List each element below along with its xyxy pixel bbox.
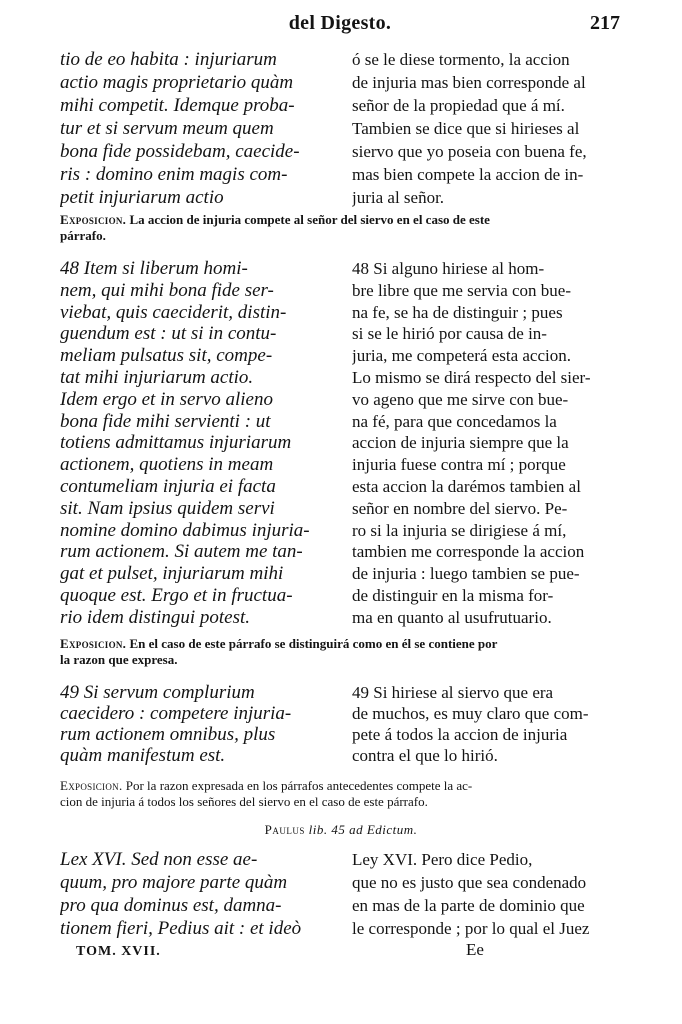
exposicion-text: La accion de injuria compete al señor del siervo en el caso de este [129,212,490,227]
spanish-line: pete á todos la accion de injuria [352,725,568,744]
exposicion-note [60,212,620,244]
source-citation [0,822,682,838]
exposicion-note [60,778,620,810]
exposicion-text: Por la razon expresada en los párrafos antecedentes compete la ac- [125,778,473,793]
spanish-line: na fe, se ha de distinguir ; pues [352,302,563,322]
latin-line: Idem ergo et in servo alieno [60,388,273,410]
spanish-line: juria, me competerá esta accion. [352,346,571,366]
spanish-line: siervo que yo poseia con buena fe, [352,142,587,161]
spanish-column [352,258,622,629]
exposicion-label: Exposicion. [60,212,127,227]
spanish-line: si se le hirió por causa de in- [352,324,547,344]
spanish-column [352,682,622,766]
spanish-line: Ley XVI. Pero dice Pedio, [352,850,533,869]
latin-column [60,682,330,766]
exposicion-label: Exposicion. [60,778,123,793]
latin-line: petit injuriarum actio [60,187,224,208]
spanish-line: ro si la injuria se dirigiese á mí, [352,520,567,540]
spanish-line: tambien me corresponde la accion [352,542,585,562]
spanish-line: Lo mismo se dirá respecto del sier- [352,367,591,387]
page-number: 217 [590,12,620,34]
latin-line: ris : domino enim magis com- [60,164,288,185]
latin-line: actionem, quotiens in meam [60,454,274,476]
latin-column [60,48,330,209]
exposicion-text: En el caso de este párrafo se distinguirá como en él se contiene por [129,636,498,651]
spanish-line: contra el que lo hirió. [352,746,498,765]
spanish-line: en mas de la parte de dominio que [352,896,585,915]
spanish-line: de injuria mas bien corresponde al [352,73,586,92]
latin-line: quàm manifestum est. [60,745,226,766]
source-work: lib. 45 ad Edictum. [308,822,418,837]
spanish-line: esta accion la darémos tambien al [352,476,581,496]
latin-line: tat mihi injuriarum actio. [60,366,254,388]
spanish-line: de injuria : luego tambien se pue- [352,564,580,584]
latin-line: bona fide possidebam, caecide- [60,141,300,162]
latin-line: gat et pulset, injuriarum mihi [60,563,284,585]
spanish-line: ma en quanto al usufrutuario. [352,607,552,627]
spanish-column [352,848,622,940]
latin-line: nomine domino dabimus injuria- [60,519,310,541]
spanish-line: de distinguir en la misma for- [352,585,554,605]
exposicion-label: Exposicion. [60,636,127,651]
spanish-line: que no es justo que sea condenado [352,873,587,892]
spanish-column [352,48,622,209]
latin-line: mihi competit. Idemque proba- [60,95,295,116]
exposicion-text: cion de injuria á todos los señores del siervo en el caso de este párrafo. [60,794,428,809]
latin-line: viebat, quis caeciderit, distin- [60,301,287,323]
running-header [60,12,620,40]
latin-line: 49 Si servum complurium [60,682,255,703]
latin-line: sit. Nam ipsius quidem servi [60,497,275,519]
latin-line: contumeliam injuria ei facta [60,475,276,497]
spanish-line: Tambien se dice que si hirieses al [352,119,580,138]
latin-line: totiens admittamus injuriarum [60,432,292,454]
spanish-line: 49 Si hiriese al siervo que era [352,683,554,702]
latin-line: Lex XVI. Sed non esse ae- [60,849,258,870]
latin-line: quoque est. Ergo et in fructua- [60,584,293,606]
spanish-line: señor en nombre del siervo. Pe- [352,498,568,518]
latin-line: tio de eo habita : injuriarum [60,49,277,70]
latin-line: bona fide mihi servienti : ut [60,410,271,432]
source-author: Paulus [264,822,305,837]
latin-column [60,848,330,940]
spanish-line: señor de la propiedad que á mí. [352,96,565,115]
spanish-line: de muchos, es muy claro que com- [352,704,589,723]
latin-line: tur et si servum meum quem [60,118,274,139]
latin-line: rio idem distingui potest. [60,606,250,628]
latin-line: pro qua dominus est, damna- [60,895,282,916]
running-title: del Digesto. [288,12,392,34]
spanish-line: juria al señor. [352,188,445,207]
latin-line: nem, qui mihi bona fide ser- [60,279,274,301]
latin-line: meliam pulsatus sit, compe- [60,345,273,367]
spanish-line: ó se le diese tormento, la accion [352,50,570,69]
latin-line: tionem fieri, Pedius ait : et ideò [60,918,302,939]
spanish-line: injuria fuese contra mí ; porque [352,455,566,475]
latin-line: caecidero : competere injuria- [60,703,292,724]
exposicion-text: la razon que expresa. [60,652,178,667]
spanish-line: mas bien compete la accion de in- [352,165,584,184]
latin-line: 48 Item si liberum homi- [60,258,248,279]
exposicion-note [60,636,620,668]
spanish-line: accion de injuria siempre que la [352,433,569,453]
latin-line: rum actionem. Si autem me tan- [60,541,303,563]
latin-line: actio magis proprietario quàm [60,72,294,93]
latin-line: rum actionem omnibus, plus [60,724,276,745]
exposicion-text: párrafo. [60,228,106,243]
latin-line: quum, pro majore parte quàm [60,872,288,893]
spanish-line: 48 Si alguno hiriese al hom- [352,259,545,278]
spanish-line: le corresponde ; por lo qual el Juez [352,919,590,938]
latin-column [60,258,330,629]
latin-line: guendum est : ut si in contu- [60,323,277,345]
signature-mark: Ee [466,940,484,959]
spanish-line: vo ageno que me sirve con bue- [352,389,569,409]
volume-marker: TOM. XVII. [76,944,161,959]
spanish-line: na fé, para que concedamos la [352,411,557,431]
spanish-line: bre libre que me servia con bue- [352,280,572,300]
